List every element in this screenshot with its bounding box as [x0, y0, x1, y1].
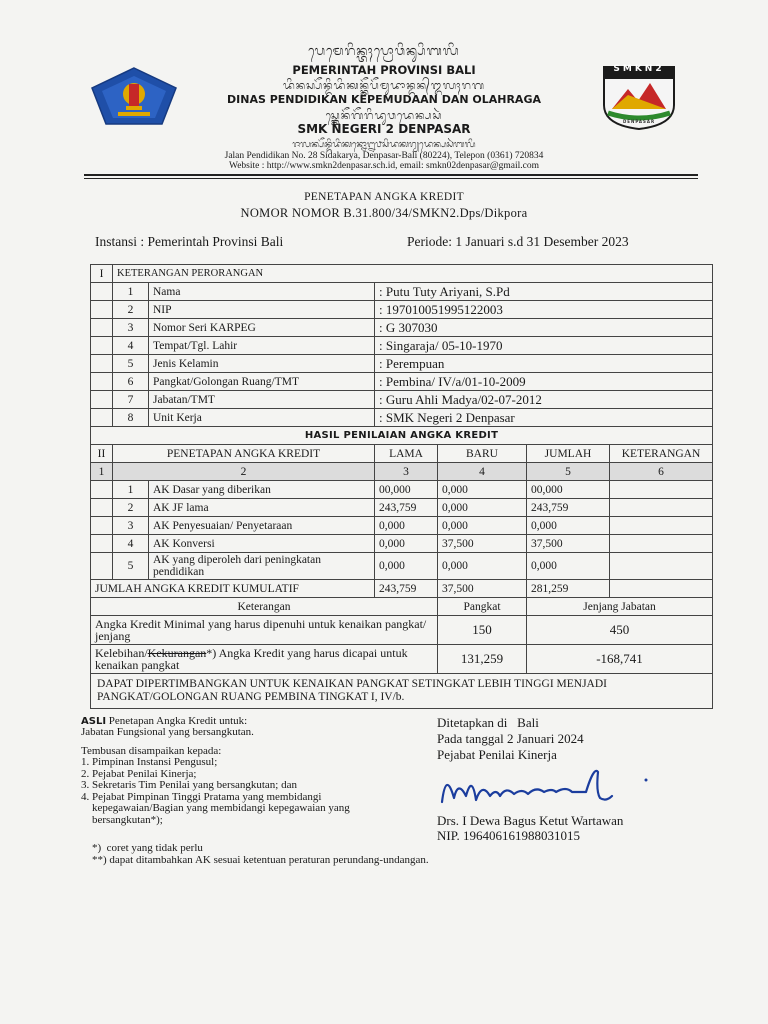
- credit-baru: 0,000: [438, 553, 527, 580]
- credit-baru: 0,000: [438, 481, 527, 499]
- total-row: [91, 580, 713, 598]
- row-number: 1: [113, 283, 149, 301]
- credit-baru: 0,000: [438, 517, 527, 535]
- credit-jumlah: 0,000: [527, 553, 610, 580]
- header-penetapan: PENETAPAN ANGKA KREDIT: [113, 445, 375, 463]
- row-number: 5: [113, 355, 149, 373]
- credit-row: [91, 517, 713, 535]
- blank-cell: [91, 337, 113, 355]
- credit-keterangan: [610, 499, 713, 517]
- summary-h-ket: Keterangan: [91, 598, 438, 616]
- personal-row: [91, 391, 713, 409]
- total-lama: 243,759: [375, 580, 438, 598]
- sign-role: Pejabat Penilai Kinerja: [437, 747, 557, 762]
- note-2: **) dapat ditambahkan AK sesuai ketentuan peraturan perundang-undangan.: [92, 854, 429, 866]
- header-baru: BARU: [438, 445, 527, 463]
- field-value: : Guru Ahli Madya/02-07-2012: [375, 391, 713, 409]
- asli-line2: Jabatan Fungsional yang bersangkutan.: [81, 726, 254, 738]
- hasil-title-row: [91, 427, 713, 445]
- credit-row: [91, 553, 713, 580]
- credit-keterangan: [610, 535, 713, 553]
- tembusan-heading: Tembusan disampaikan kepada:: [81, 745, 222, 757]
- field-value: : 197010051995122003: [375, 301, 713, 319]
- note-1: *) coret yang tidak perlu: [92, 842, 203, 854]
- credit-label: AK yang diperoleh dari peningkatan pendidikan: [149, 553, 375, 580]
- credit-jumlah: 243,759: [527, 499, 610, 517]
- summary-row-kelebihan: [91, 645, 713, 674]
- credit-row: [91, 499, 713, 517]
- blank-cell: [91, 391, 113, 409]
- asli-bold: ASLI: [81, 716, 107, 727]
- personal-row: [91, 301, 713, 319]
- row-number: 3: [113, 319, 149, 337]
- row-number: 6: [113, 373, 149, 391]
- summary-kel-jenjang: -168,741: [527, 645, 713, 674]
- header-lama: LAMA: [375, 445, 438, 463]
- personal-row: [91, 409, 713, 427]
- colnum-6: 6: [610, 463, 713, 481]
- blank-cell: [91, 301, 113, 319]
- credit-label: AK Dasar yang diberikan: [149, 481, 375, 499]
- section2-header-row: [91, 445, 713, 463]
- column-number-row: [91, 463, 713, 481]
- field-label: Unit Kerja: [149, 409, 375, 427]
- credit-keterangan: [610, 481, 713, 499]
- tembusan-item: 1. Pimpinan Instansi Pengusul;: [81, 756, 218, 768]
- total-baru: 37,500: [438, 580, 527, 598]
- credit-row: [91, 481, 713, 499]
- credit-keterangan: [610, 553, 713, 580]
- credit-label: AK Konversi: [149, 535, 375, 553]
- blank-cell: [91, 481, 113, 499]
- kel-b: *) Angka Kredit yang harus dicapai untuk kenaikan pangkat: [95, 646, 408, 672]
- blank-cell: [91, 517, 113, 535]
- blank-cell: [91, 373, 113, 391]
- credit-keterangan: [610, 517, 713, 535]
- blank-cell: [91, 283, 113, 301]
- field-label: Jabatan/TMT: [149, 391, 375, 409]
- hasil-title: HASIL PENILAIAN ANGKA KREDIT: [91, 427, 713, 445]
- sign-date: Pada tanggal 2 Januari 2024: [437, 731, 584, 746]
- sign-place: Ditetapkan di Bali: [437, 715, 539, 730]
- total-keterangan: [610, 580, 713, 598]
- credit-lama: 00,000: [375, 481, 438, 499]
- field-value: : Pembina/ IV/a/01-10-2009: [375, 373, 713, 391]
- tembusan-item: bersangkutan*);: [81, 813, 163, 826]
- credit-lama: 0,000: [375, 553, 438, 580]
- credit-number: 4: [113, 535, 149, 553]
- document-number: NOMOR NOMOR B.31.800/34/SMKN2.Dps/Dikpora: [240, 206, 528, 220]
- summary-min-label: Angka Kredit Minimal yang harus dipenuhi untuk kenaikan pangkat/ jenjang: [91, 616, 438, 645]
- blank-cell: [91, 355, 113, 373]
- summary-kel-label: [91, 645, 438, 674]
- balinese-line-3: ᬲ᭄ᬫ᭄ᬓᬾᬦᭂᬕᭂᬭᬶᬤᬸᬯᬤᬾᬦ᭄ᬧᬲᬃ: [325, 109, 443, 122]
- handwritten-signature: [436, 762, 656, 818]
- credit-lama: 0,000: [375, 517, 438, 535]
- personal-row: [91, 337, 713, 355]
- field-value: : Perempuan: [375, 355, 713, 373]
- org-line-3: SMK NEGERI 2 DENPASAR: [297, 122, 471, 136]
- credit-lama: 0,000: [375, 535, 438, 553]
- row-number: 8: [113, 409, 149, 427]
- field-label: Tempat/Tgl. Lahir: [149, 337, 375, 355]
- kel-a: Kelebihan/: [95, 646, 148, 660]
- colnum-4: 4: [438, 463, 527, 481]
- credit-table: [90, 264, 713, 709]
- summary-kel-pangkat: 131,259: [438, 645, 527, 674]
- address: Jalan Pendidikan No. 28 Sidakarya, Denpasar-Bali (80224), Telepon (0361) 720834: [224, 151, 544, 161]
- total-jumlah: 281,259: [527, 580, 610, 598]
- field-label: Nama: [149, 283, 375, 301]
- remark: DAPAT DIPERTIMBANGKAN UNTUK KENAIKAN PANGKAT SETINGKAT LEBIH TINGGI MENJADI PANGKAT/GOLONGAN RUANG PEMBINA TINGKAT I, IV/b.: [91, 674, 713, 709]
- summary-h-jenjang: Jenjang Jabatan: [527, 598, 713, 616]
- document-title: PENETAPAN ANGKA KREDIT: [304, 191, 464, 203]
- credit-label: AK JF lama: [149, 499, 375, 517]
- field-label: Jenis Kelamin: [149, 355, 375, 373]
- org-line-2: DINAS PENDIDIKAN KEPEMUDAAN DAN OLAHRAGA: [227, 93, 541, 106]
- letterhead-rule: [84, 174, 698, 176]
- balinese-line-1: ᬧᬾᬫᬾᬭᬶᬦ᭄ᬢᬄᬧ᭄ᬭᭀᬯᬶᬦ᭄ᬲᬶᬩᬮᬶ: [308, 44, 460, 59]
- credit-jumlah: 0,000: [527, 517, 610, 535]
- field-value: : Singaraja/ 05-10-1970: [375, 337, 713, 355]
- kel-strike: Kekurangan: [147, 646, 207, 660]
- smkn2-logo-text: SMKN2: [613, 64, 665, 74]
- field-value: : G 307030: [375, 319, 713, 337]
- header-jumlah: JUMLAH: [527, 445, 610, 463]
- tembusan-item: kepegawaian/Bagian yang membidangi kepegawaian yang: [81, 802, 350, 814]
- sign-name: Drs. I Dewa Bagus Ketut Wartawan: [437, 813, 624, 828]
- org-line-1: PEMERINTAH PROVINSI BALI: [292, 63, 476, 77]
- row-number: 2: [113, 301, 149, 319]
- field-label: NIP: [149, 301, 375, 319]
- tembusan-item: 3. Sekretaris Tim Penilai yang bersangkutan; dan: [81, 779, 297, 791]
- asli-rest: Penetapan Angka Kredit untuk:: [106, 715, 248, 727]
- tembusan-item: 4. Pejabat Pimpinan Tinggi Pratama yang membidangi: [81, 790, 322, 803]
- instansi: Instansi : Pemerintah Provinsi Bali: [95, 234, 284, 249]
- blank-cell: [91, 535, 113, 553]
- personal-row: [91, 283, 713, 301]
- credit-number: 3: [113, 517, 149, 535]
- periode: Periode: 1 Januari s.d 31 Desember 2023: [407, 234, 629, 249]
- header-keterangan: KETERANGAN: [610, 445, 713, 463]
- row-number: 7: [113, 391, 149, 409]
- smkn2-logo-sub: DENPASAR: [622, 119, 656, 124]
- balinese-line-4: ᬚᬮᬦ᭄ᬧᭂᬦ᭄ᬤᬶᬤᬶᬓᬦ᭄ᬦᭀ᭒᭘ᬲᬶᬤᬓᬭ᭄ᬬᬤᬾᬦ᭄ᬧᬲᬃᬩᬮᬶ: [292, 140, 476, 150]
- field-label: Pangkat/Golongan Ruang/TMT: [149, 373, 375, 391]
- section2-roman: II: [91, 445, 113, 463]
- colnum-2: 2: [113, 463, 375, 481]
- blank-cell: [91, 409, 113, 427]
- summary-min-pangkat: 150: [438, 616, 527, 645]
- tembusan-item: 2. Pejabat Penilai Kinerja;: [81, 767, 197, 780]
- summary-row-minimal: [91, 616, 713, 645]
- summary-header-row: [91, 598, 713, 616]
- blank-cell: [91, 553, 113, 580]
- personal-row: [91, 319, 713, 337]
- blank-cell: [91, 319, 113, 337]
- website: Website : http://www.smkn2denpasar.sch.id, email: smkn02denpasar@gmail.com: [229, 161, 539, 171]
- credit-row: [91, 535, 713, 553]
- total-label: JUMLAH ANGKA KREDIT KUMULATIF: [91, 580, 375, 598]
- blank-cell: [91, 499, 113, 517]
- summary-h-pangkat: Pangkat: [438, 598, 527, 616]
- field-value: : SMK Negeri 2 Denpasar: [375, 409, 713, 427]
- colnum-3: 3: [375, 463, 438, 481]
- credit-number: 1: [113, 481, 149, 499]
- credit-baru: 0,000: [438, 499, 527, 517]
- section1-header-row: [91, 265, 713, 283]
- colnum-5: 5: [527, 463, 610, 481]
- personal-row: [91, 355, 713, 373]
- credit-jumlah: 37,500: [527, 535, 610, 553]
- tembusan-list: [81, 757, 350, 826]
- credit-baru: 37,500: [438, 535, 527, 553]
- summary-min-jenjang: 450: [527, 616, 713, 645]
- credit-label: AK Penyesuaian/ Penyetaraan: [149, 517, 375, 535]
- field-label: Nomor Seri KARPEG: [149, 319, 375, 337]
- colnum-1: 1: [91, 463, 113, 481]
- section1-roman: I: [91, 265, 113, 283]
- balinese-line-2: ᬤᬶᬦᬲ᭄ᬧᭂᬦ᭄ᬤᬶᬤᬶᬓᬦ᭄ᬓᭂᬧᭂᬫᬸᬤᬵᬦ᭄ᬤᬦ᭄ᬑᬮᬄᬭᬕ: [283, 79, 485, 92]
- letterhead-rule-thin: [84, 178, 698, 179]
- credit-lama: 243,759: [375, 499, 438, 517]
- sign-nip: NIP. 196406161988031015: [437, 828, 581, 843]
- credit-number: 2: [113, 499, 149, 517]
- credit-jumlah: 00,000: [527, 481, 610, 499]
- credit-number: 5: [113, 553, 149, 580]
- row-number: 4: [113, 337, 149, 355]
- section1-heading: KETERANGAN PERORANGAN: [113, 265, 713, 283]
- field-value: : Putu Tuty Ariyani, S.Pd: [375, 283, 713, 301]
- personal-row: [91, 373, 713, 391]
- remark-row: [91, 674, 713, 709]
